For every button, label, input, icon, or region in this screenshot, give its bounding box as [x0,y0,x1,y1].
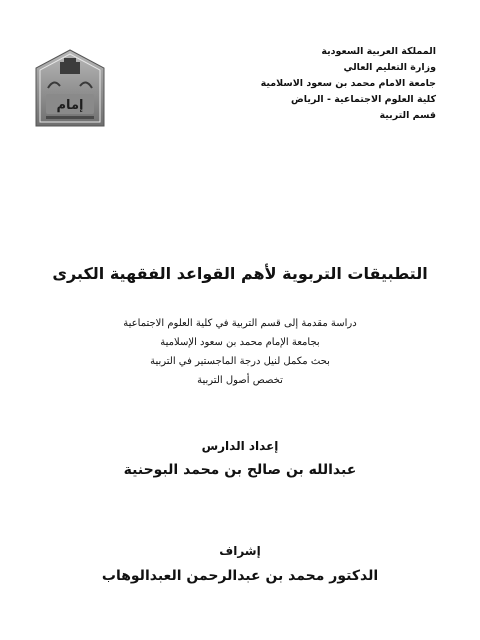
seal-lettering: إمام [56,98,84,113]
header-line: قسم التربية [379,110,436,121]
description-line: بحث مكمل لنيل درجة الماجستير في التربية [150,356,330,367]
supervision-label: إشراف [219,544,261,558]
description-line: بجامعة الإمام محمد بن سعود الإسلامية [160,337,320,348]
university-seal-icon [34,48,106,128]
preparation-label: إعداد الدارس [201,439,279,453]
header-line: وزارة التعليم العالي [343,62,436,73]
institution-header [250,44,436,124]
study-description [120,314,360,390]
description-line: دراسة مقدمة إلى قسم التربية في كلية العلوم الاجتماعية [123,318,357,329]
supervisor-name: الدكتور محمد بن عبدالرحمن العبدالوهاب [101,568,379,584]
header-line: كلية العلوم الاجتماعية - الرياض [291,94,436,105]
header-line: جامعة الامام محمد بن سعود الاسلامية [260,78,436,89]
student-name: عبدالله بن صالح بن محمد البوحنية [123,462,357,478]
description-line: تخصص أصول التربية [197,375,283,386]
thesis-title: التطبيقات التربوية لأهم القواعد الفقهية الكبرى [52,264,428,283]
header-line: المملكة العربية السعودية [321,46,436,57]
